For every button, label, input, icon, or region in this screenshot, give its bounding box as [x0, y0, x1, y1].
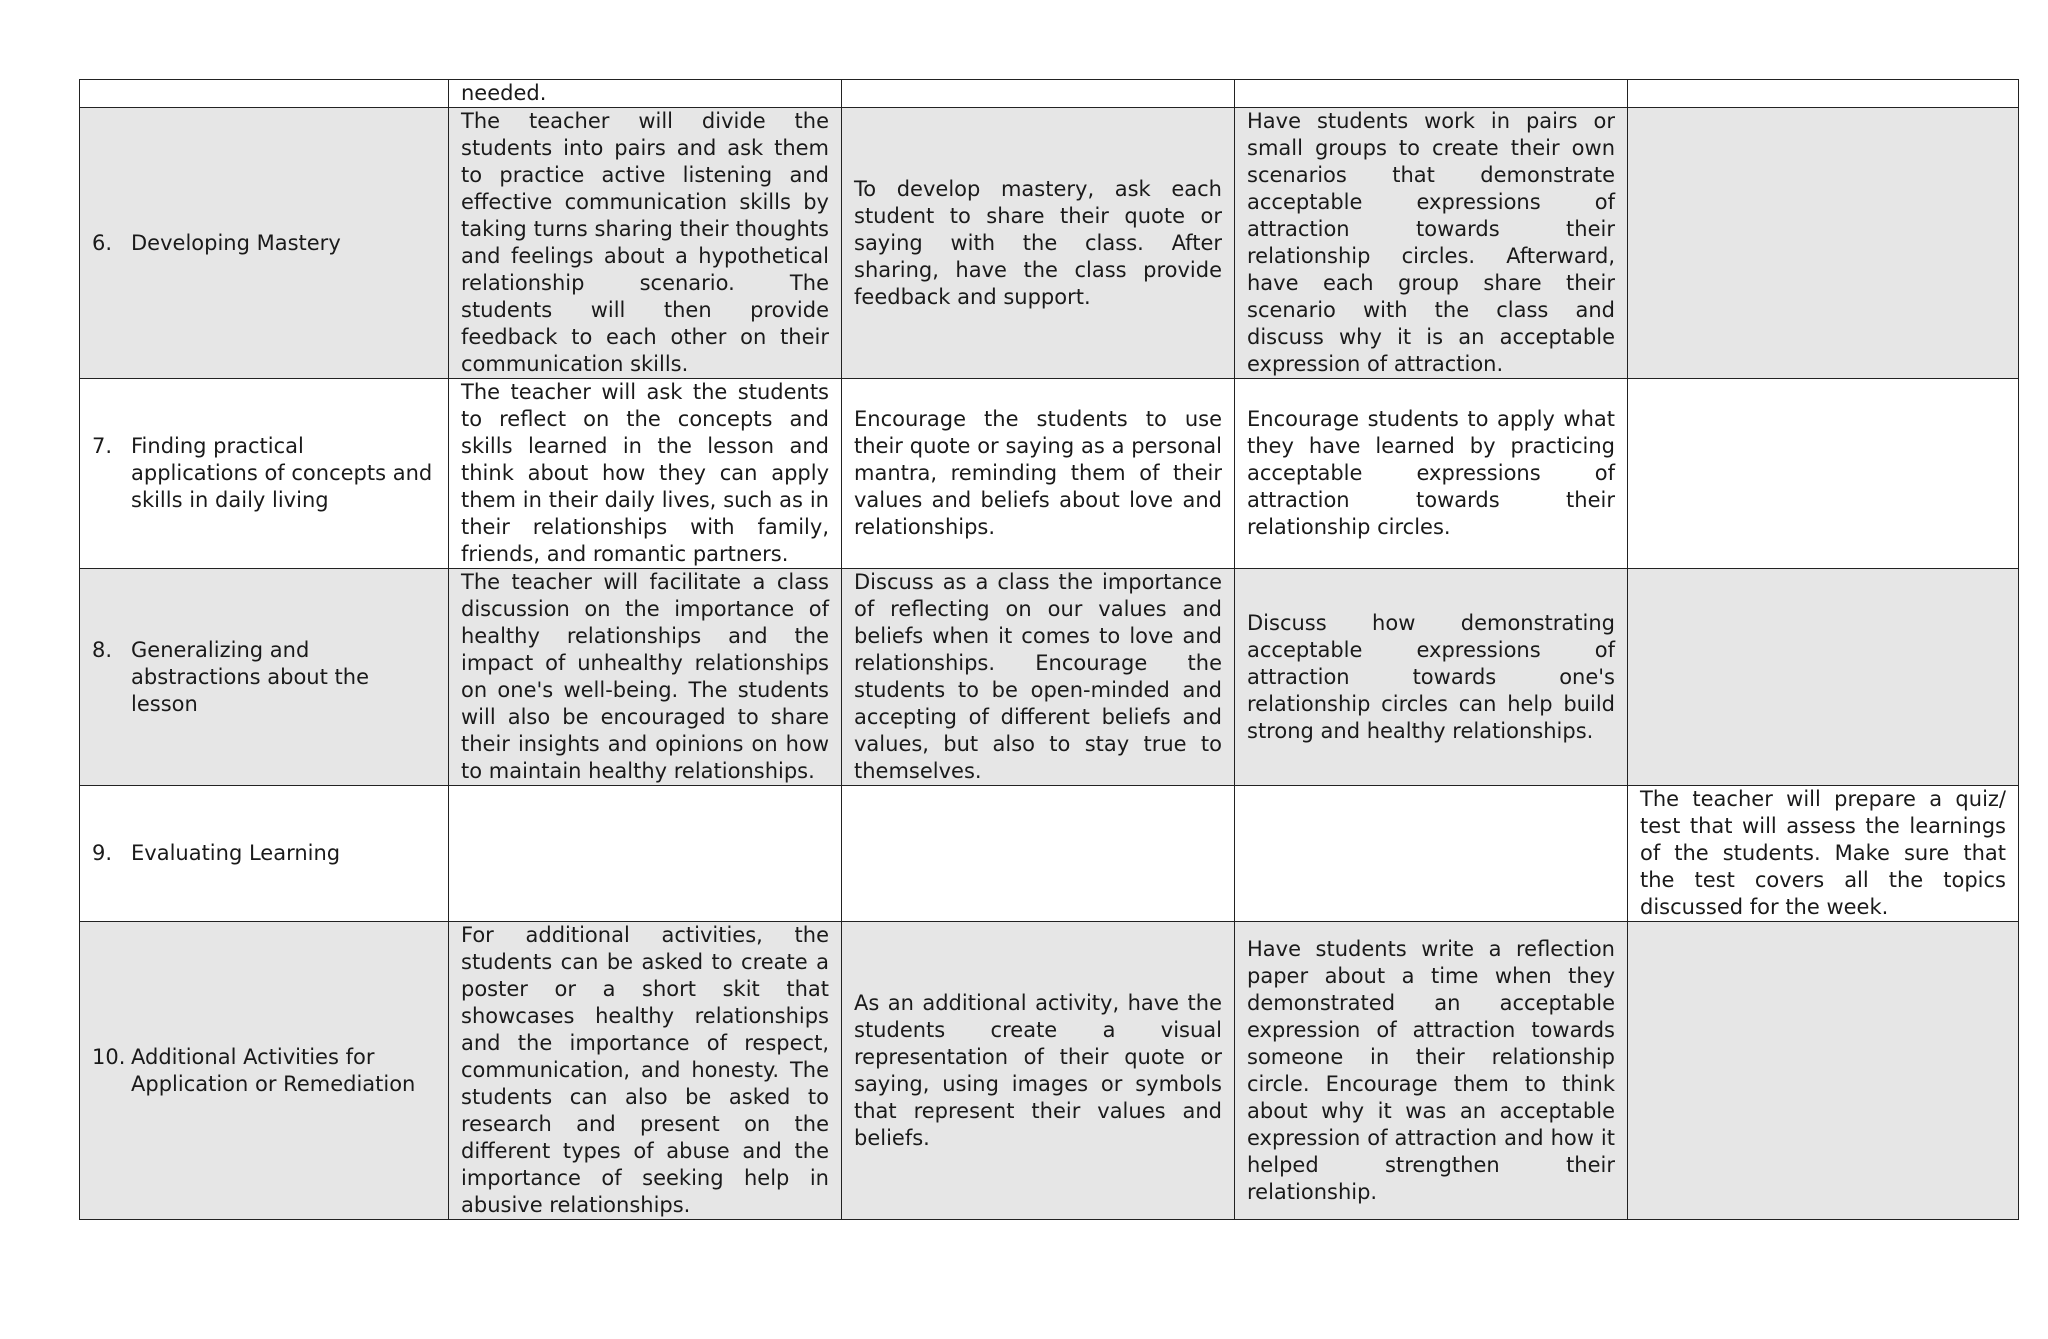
column-5-cell [1628, 379, 2019, 569]
column-5-cell: The teacher will prepare a quiz/ test that will assess the learnings of the students. Make sure that the test covers all the topics discussed for the week. [1628, 786, 2019, 922]
column-5-cell [1628, 922, 2019, 1220]
step-cell [80, 922, 449, 1220]
step-cell [80, 80, 449, 108]
step-label: Finding practical applications of concepts and skills in daily living [131, 434, 433, 512]
column-2-cell: needed. [449, 80, 842, 108]
column-3-cell [842, 80, 1235, 108]
column-3-cell [842, 786, 1235, 922]
lesson-plan-table [79, 79, 2019, 1220]
column-3-cell: Encourage the students to use their quote or saying as a personal mantra, reminding them of their values and beliefs about love and relationships. [842, 379, 1235, 569]
step-number: 7. [92, 434, 113, 458]
step-cell [80, 569, 449, 786]
table-row [80, 922, 2019, 1220]
step-cell [80, 786, 449, 922]
table-row [80, 569, 2019, 786]
column-4-cell [1235, 80, 1628, 108]
column-4-cell [1235, 786, 1628, 922]
column-2-cell [449, 786, 842, 922]
column-5-cell [1628, 80, 2019, 108]
column-5-cell [1628, 569, 2019, 786]
step-label: Developing Mastery [131, 230, 341, 255]
column-2-cell: For additional activities, the students can be asked to create a poster or a short skit that showcases healthy relationships and the importance of respect, communication, and honesty. The students can also be asked to research and present on the different types of abuse and the importance of seeking help in abusive relationships. [449, 922, 842, 1220]
step-number: 9. [92, 841, 113, 865]
column-3-cell: To develop mastery, ask each student to share their quote or saying with the class. After sharing, have the class provide feedback and support. [842, 108, 1235, 379]
column-4-cell: Encourage students to apply what they have learned by practicing acceptable expressions of attraction towards their relationship circles. [1235, 379, 1628, 569]
column-4-cell: Have students write a reflection paper about a time when they demonstrated an acceptable expression of attraction towards someone in their relationship circle. Encourage them to think about why it was an acceptable expression of attraction and how it helped strengthen their relationship. [1235, 922, 1628, 1220]
step-cell [80, 379, 449, 569]
column-3-cell: Discuss as a class the importance of reflecting on our values and beliefs when it comes to love and relationships. Encourage the students to be open-minded and accepting of different beliefs and values, but also to stay true to themselves. [842, 569, 1235, 786]
column-3-cell: As an additional activity, have the students create a visual representation of their quote or saying, using images or symbols that represent their values and beliefs. [842, 922, 1235, 1220]
table-row [80, 379, 2019, 569]
column-4-cell: Have students work in pairs or small groups to create their own scenarios that demonstrate acceptable expressions of attraction towards their relationship circles. Afterward, have each group share their scenario with the class and discuss why it is an acceptable expression of attraction. [1235, 108, 1628, 379]
step-label: Evaluating Learning [131, 841, 341, 865]
step-number: 8. [92, 637, 113, 662]
step-number: 10. [92, 1044, 126, 1069]
document-page [79, 79, 2018, 1220]
column-4-cell: Discuss how demonstrating acceptable expressions of attraction towards one's relationship circles can help build strong and healthy relationships. [1235, 569, 1628, 786]
column-5-cell [1628, 108, 2019, 379]
step-number: 6. [92, 230, 113, 255]
column-2-cell: The teacher will ask the students to reflect on the concepts and skills learned in the lesson and think about how they can apply them in their daily lives, such as in their relationships with family, friends, and romantic partners. [449, 379, 842, 569]
table-row [80, 786, 2019, 922]
step-label: Additional Activities for Application or Remediation [131, 1044, 416, 1096]
table-row [80, 80, 2019, 108]
column-2-cell: The teacher will divide the students into pairs and ask them to practice active listening and effective communication skills by taking turns sharing their thoughts and feelings about a hypothetical relationship scenario. The students will then provide feedback to each other on their communication skills. [449, 108, 842, 379]
column-2-cell: The teacher will facilitate a class discussion on the importance of healthy relationships and the impact of unhealthy relationships on one's well-being. The students will also be encouraged to share their insights and opinions on how to maintain healthy relationships. [449, 569, 842, 786]
table-row [80, 108, 2019, 379]
step-label: Generalizing and abstractions about the lesson [131, 637, 369, 716]
step-cell [80, 108, 449, 379]
